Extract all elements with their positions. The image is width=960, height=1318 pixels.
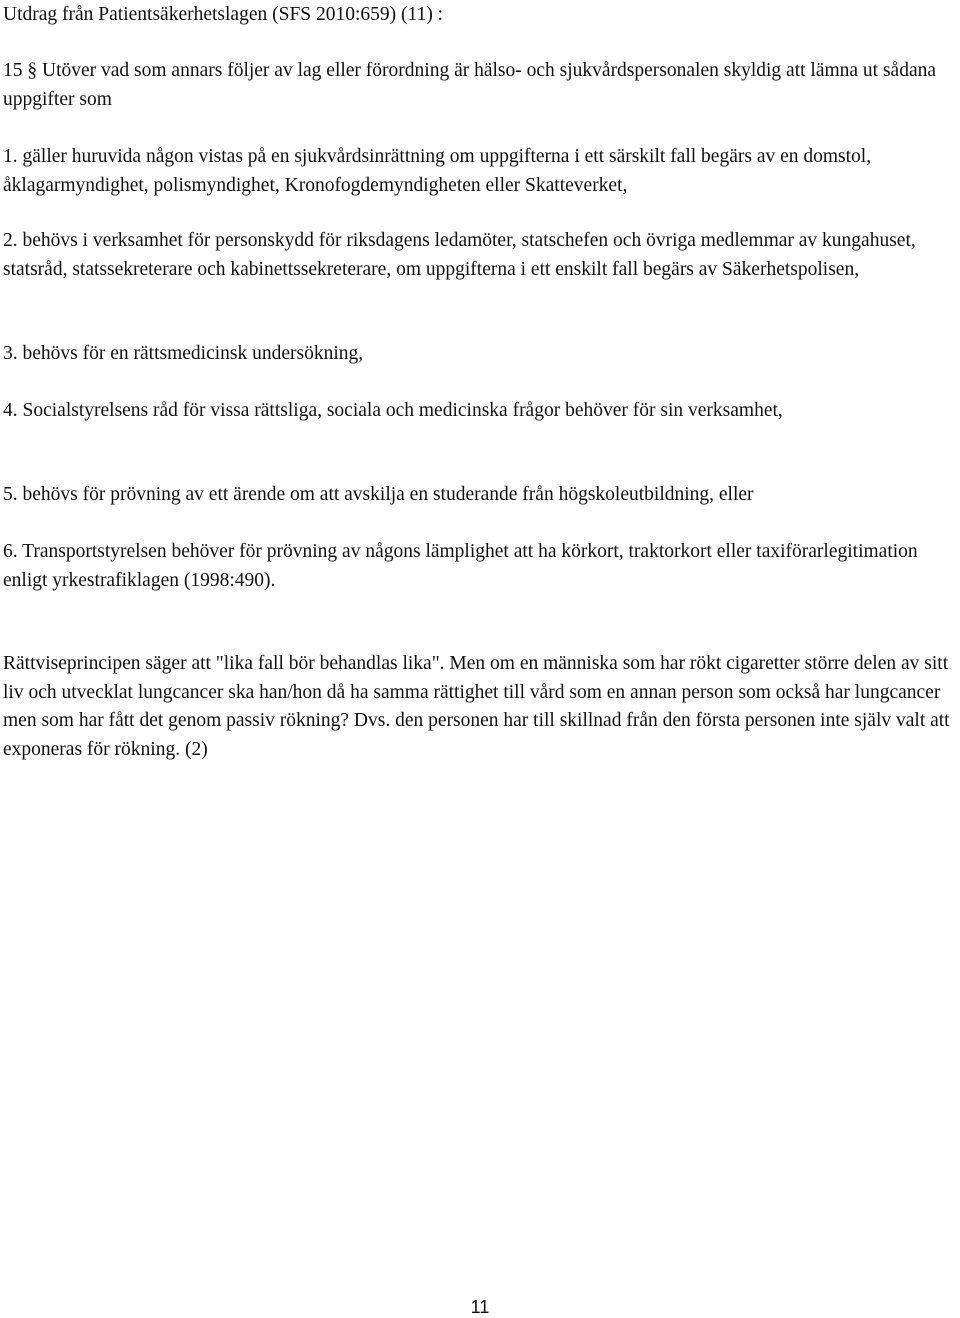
list-item-5: 5. behövs för prövning av ett ärende om att avskilja en studerande från högskoleutbildning, eller — [3, 484, 754, 505]
fairness-principle-paragraph: Rättviseprincipen säger att "lika fall bör behandlas lika". Men om en människa som har rökt cigaretter större delen av sitt liv och utvecklat lungcancer ska han/hon då ha samma rättighet till vård som en annan person som också har lungcancer men som har fått det genom passiv rökning? Dvs. den personen har till skillnad från den första personen inte själv valt att exponeras för rökning. (2) — [3, 653, 950, 760]
excerpt-heading: Utdrag från Patientsäkerhetslagen (SFS 2010:659) (11) : — [3, 4, 444, 25]
list-item-3: 3. behövs för en rättsmedicinsk undersökning, — [3, 343, 364, 364]
list-item-2: 2. behövs i verksamhet för personskydd för riksdagens ledamöter, statschefen och övriga medlemmar av kungahuset, statsråd, statssekreterare och kabinettssekreterare, om uppgifterna i ett enskilt fall begärs av Säkerhetspolisen, — [3, 230, 916, 280]
page-number: 11 — [470, 1297, 490, 1317]
list-item-6: 6. Transportstyrelsen behöver för prövning av någons lämplighet att ha körkort, traktorkort eller taxiförarlegitimation enligt yrkestrafiklagen (1998:490). — [3, 541, 918, 591]
section-15-paragraph: 15 § Utöver vad som annars följer av lag eller förordning är hälso- och sjukvårdspersonalen skyldig att lämna ut sådana uppgifter som — [3, 60, 937, 110]
list-item-4: 4. Socialstyrelsens råd för vissa rättsliga, sociala och medicinska frågor behöver för sin verksamhet, — [3, 400, 783, 421]
list-item-1: 1. gäller huruvida någon vistas på en sjukvårdsinrättning om uppgifterna i ett särskilt fall begärs av en domstol, åklagarmyndighet, polismyndighet, Kronofogdemyndigheten eller Skatteverket, — [3, 146, 872, 196]
